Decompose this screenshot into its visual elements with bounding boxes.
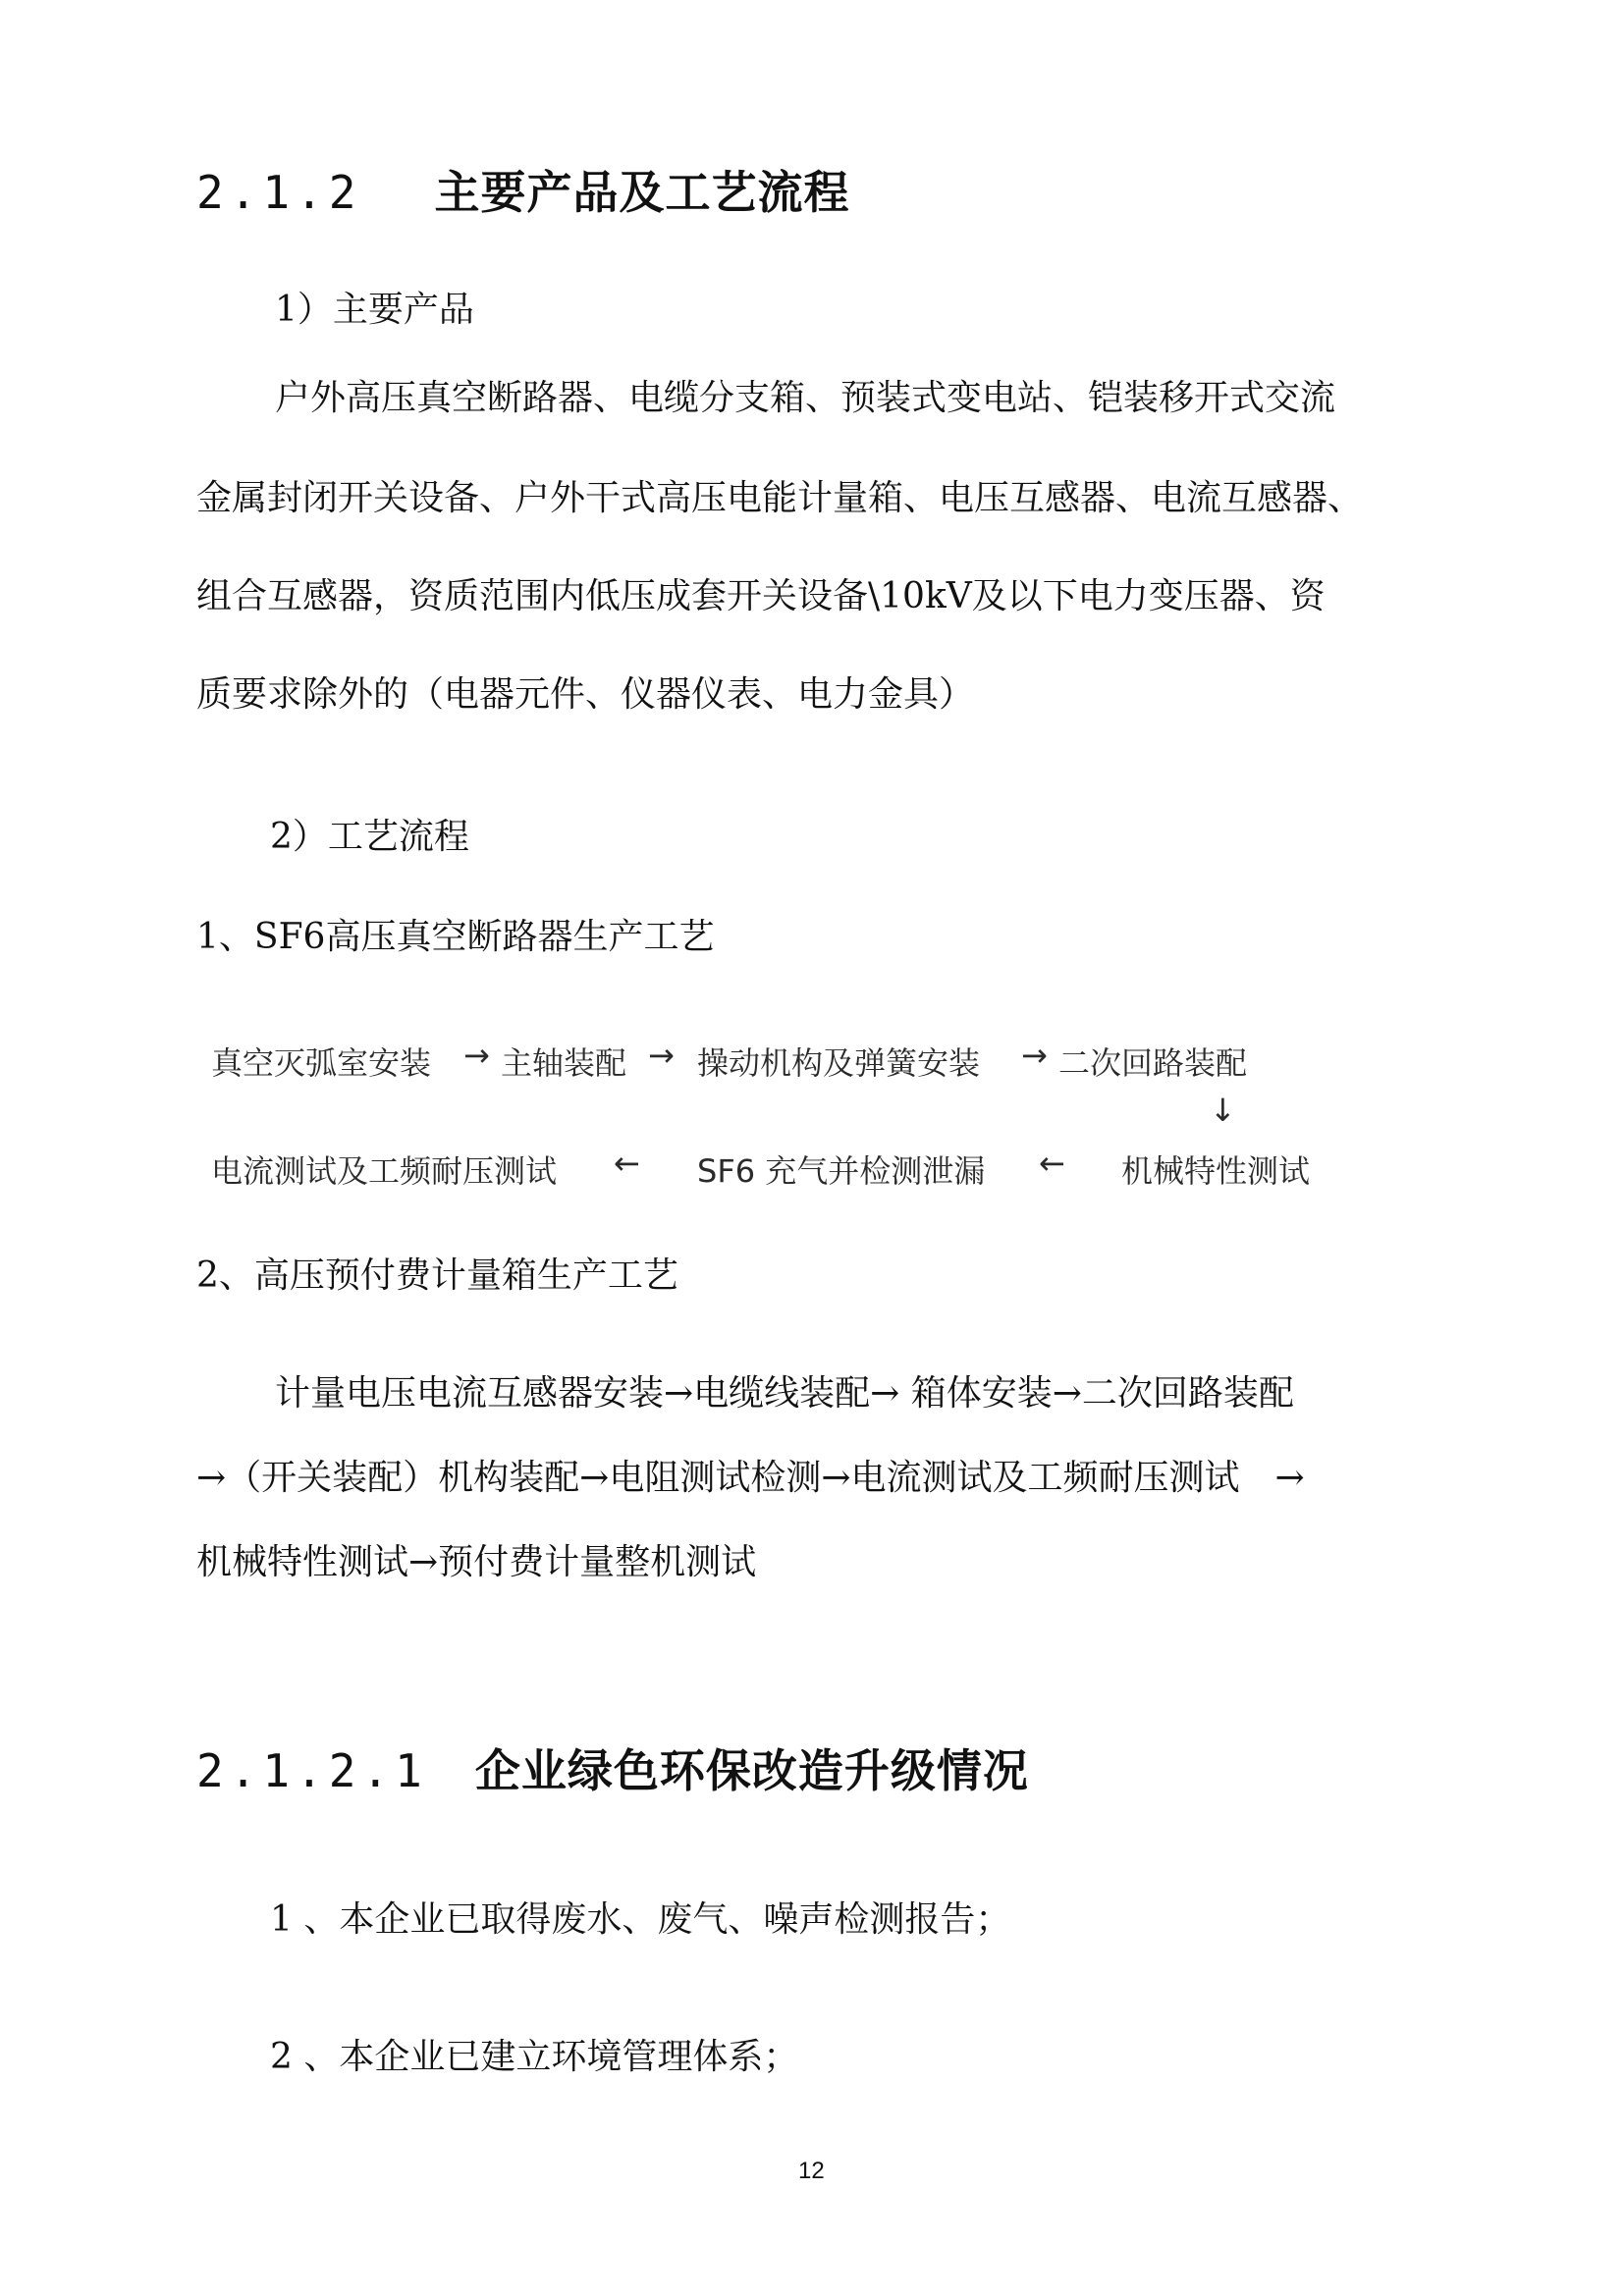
flow-step-3: 操动机构及弹簧安装: [697, 1044, 981, 1082]
arrow-left-icon: ←: [614, 1145, 640, 1182]
flow-step-7: 电流测试及工频耐压测试: [211, 1152, 558, 1190]
flow-step-1: 真空灭弧室安装: [211, 1044, 432, 1082]
arrow-right-icon: →: [463, 1037, 490, 1074]
section-heading: [196, 157, 850, 222]
arrow-right-icon: →: [1021, 1037, 1048, 1074]
products-line-3: 组合互感器，资质范围内低压成套开关设备\10kV及以下电力变压器、资: [196, 576, 1326, 616]
flow-step-4: 二次回路装配: [1058, 1044, 1248, 1082]
green-item-2: 2 、本企业已建立环境管理体系；: [270, 2037, 799, 2077]
box-line-2: →（开关装配）机构装配→电阻测试检测→电流测试及工频耐压测试 →: [196, 1458, 1305, 1498]
section-number: 2.1.2: [196, 166, 362, 219]
subsection-number: 2.1.2.1: [196, 1744, 428, 1797]
subsection-heading: [196, 1735, 1029, 1800]
box-line-1: 计量电压电流互感器安装→电缆线装配→ 箱体安装→二次回路装配: [275, 1373, 1294, 1414]
flow-step-5: 机械特性测试: [1121, 1152, 1311, 1190]
green-item-1: 1 、本企业已取得废水、废气、噪声检测报告；: [270, 1899, 1011, 1940]
products-label: 1）主要产品: [275, 290, 474, 330]
arrow-right-icon: →: [648, 1037, 675, 1074]
process-label: 2）工艺流程: [270, 817, 469, 857]
sf6-heading: 1、SF6高压真空断路器生产工艺: [196, 917, 715, 957]
products-line-4: 质要求除外的（电器元件、仪器仪表、电力金具）: [196, 674, 975, 715]
page-number: 12: [798, 2158, 825, 2184]
products-line-2: 金属封闭开关设备、户外干式高压电能计量箱、电压互感器、电流互感器、: [196, 478, 1364, 518]
box-line-3: 机械特性测试→预付费计量整机测试: [196, 1542, 757, 1582]
section-title: 主要产品及工艺流程: [434, 166, 850, 219]
arrow-left-icon: ←: [1039, 1145, 1065, 1182]
flow-step-6: SF6 充气并检测泄漏: [697, 1152, 986, 1190]
flow-step-2: 主轴装配: [501, 1044, 627, 1082]
arrow-down-icon: ↓: [1210, 1092, 1236, 1129]
products-line-1: 户外高压真空断路器、电缆分支箱、预装式变电站、铠装移开式交流: [275, 378, 1336, 418]
box-heading: 2、高压预付费计量箱生产工艺: [196, 1255, 678, 1296]
subsection-title: 企业绿色环保改造升级情况: [474, 1744, 1029, 1797]
